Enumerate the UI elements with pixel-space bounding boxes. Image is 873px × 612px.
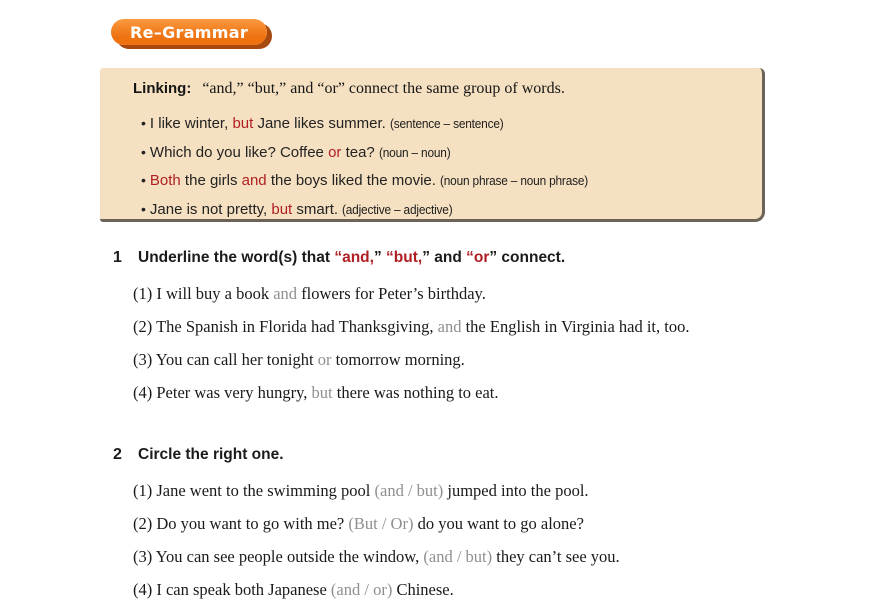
exercise-2-item-2 (133, 513, 813, 534)
exercise-1-item-4 (133, 382, 813, 403)
exercise-2-items (113, 480, 813, 600)
connector-word: (and / but) (374, 481, 444, 500)
exercise-1-items (113, 283, 813, 403)
exercise-title (138, 247, 565, 269)
exercise-title (138, 444, 284, 466)
linking-example-1 (141, 110, 762, 139)
exercise-2-section (113, 444, 813, 612)
text-segment: (4) I can speak both Japanese (133, 580, 331, 599)
connector-word: (But / Or) (348, 514, 414, 533)
exercise-2-item-3 (133, 546, 813, 567)
badge-label: Re–Grammar (130, 22, 249, 42)
example-note: (noun phrase – noun phrase) (439, 174, 588, 188)
bullet-icon: • (141, 200, 146, 217)
text-segment: (4) Peter was very hungry, (133, 383, 312, 402)
linking-example-3 (141, 167, 762, 196)
connector-word: (and / or) (330, 580, 393, 599)
connector-word: or (317, 350, 332, 369)
linking-description: “and,” “but,” and “or” connect the same group of words. (202, 80, 565, 97)
text-segment: (2) The Spanish in Florida had Thanksgiving, (133, 317, 438, 336)
text-segment: there was nothing to eat. (332, 383, 499, 402)
connector-word: and (241, 172, 267, 189)
exercise-2-item-1 (133, 480, 813, 501)
text-segment: (1) Jane went to the swimming pool (133, 481, 375, 500)
text-segment: do you want to go alone? (413, 514, 584, 533)
text-segment: Chinese. (392, 580, 454, 599)
connector-word: and (437, 317, 462, 336)
re-grammar-badge (111, 19, 267, 45)
text-segment: I like winter, (149, 115, 233, 132)
text-segment: Circle the right one. (138, 446, 284, 463)
text-segment: ” (373, 249, 387, 266)
connector-word: and (273, 284, 298, 303)
text-segment: ” connect. (489, 249, 566, 266)
connector-word: or (328, 143, 342, 161)
exercise-1-item-2 (133, 316, 813, 337)
text-segment: (3) You can call her tonight (133, 350, 318, 369)
connector-word: but (271, 200, 293, 218)
exercise-number: 2 (113, 446, 122, 463)
bullet-icon: • (141, 143, 146, 160)
connector-word: but (232, 115, 254, 132)
text-segment: (1) I will buy a book (133, 284, 274, 303)
exercise-2-item-4 (133, 579, 813, 600)
linking-example-2 (141, 139, 762, 168)
example-note: (adjective – adjective) (342, 202, 453, 217)
connector-word: “or (466, 249, 490, 266)
exercise-2-header (113, 444, 813, 466)
text-segment: (2) Do you want to go with me? (133, 514, 349, 533)
example-text (150, 115, 386, 132)
connector-word: “and, (334, 249, 374, 266)
text-segment: (3) You can see people outside the window, (133, 547, 424, 566)
example-note: (noun – noun) (378, 145, 451, 160)
linking-example-4 (141, 196, 762, 225)
bullet-icon: • (141, 115, 146, 131)
example-note: (sentence – sentence) (389, 117, 504, 131)
exercise-number: 1 (113, 249, 122, 266)
text-segment: ” and (422, 249, 467, 266)
text-segment: tomorrow morning. (331, 350, 465, 369)
text-segment: they can’t see you. (492, 547, 620, 566)
text-segment: Underline the word(s) that (138, 249, 335, 266)
example-text (150, 144, 375, 161)
connector-word: (and / but) (423, 547, 493, 566)
text-segment: flowers for Peter’s birthday. (297, 284, 486, 303)
linking-title: Linking: (133, 80, 192, 97)
text-segment: jumped into the pool. (443, 481, 589, 500)
text-segment: Jane likes summer. (253, 115, 386, 132)
text-segment: tea? (341, 143, 375, 161)
connector-word: “but, (386, 249, 423, 266)
connector-word: but (311, 383, 333, 402)
example-text (150, 201, 338, 218)
exercise-1-item-3 (133, 349, 813, 370)
exercise-1-section (113, 247, 813, 415)
text-segment: the English in Virginia had it, too. (461, 317, 690, 336)
connector-word: Both (149, 172, 181, 189)
exercise-1-item-1 (133, 283, 813, 304)
example-text (150, 172, 436, 189)
bullet-icon: • (141, 172, 146, 188)
text-segment: the boys liked the movie. (266, 172, 436, 189)
text-segment: Jane is not pretty, (149, 200, 272, 218)
linking-header (100, 68, 762, 99)
linking-rule-box (100, 68, 765, 222)
text-segment: smart. (292, 200, 339, 218)
exercise-1-header (113, 247, 813, 269)
linking-examples-list (141, 110, 762, 224)
text-segment: Which do you like? Coffee (149, 143, 329, 161)
text-segment: the girls (180, 172, 242, 189)
